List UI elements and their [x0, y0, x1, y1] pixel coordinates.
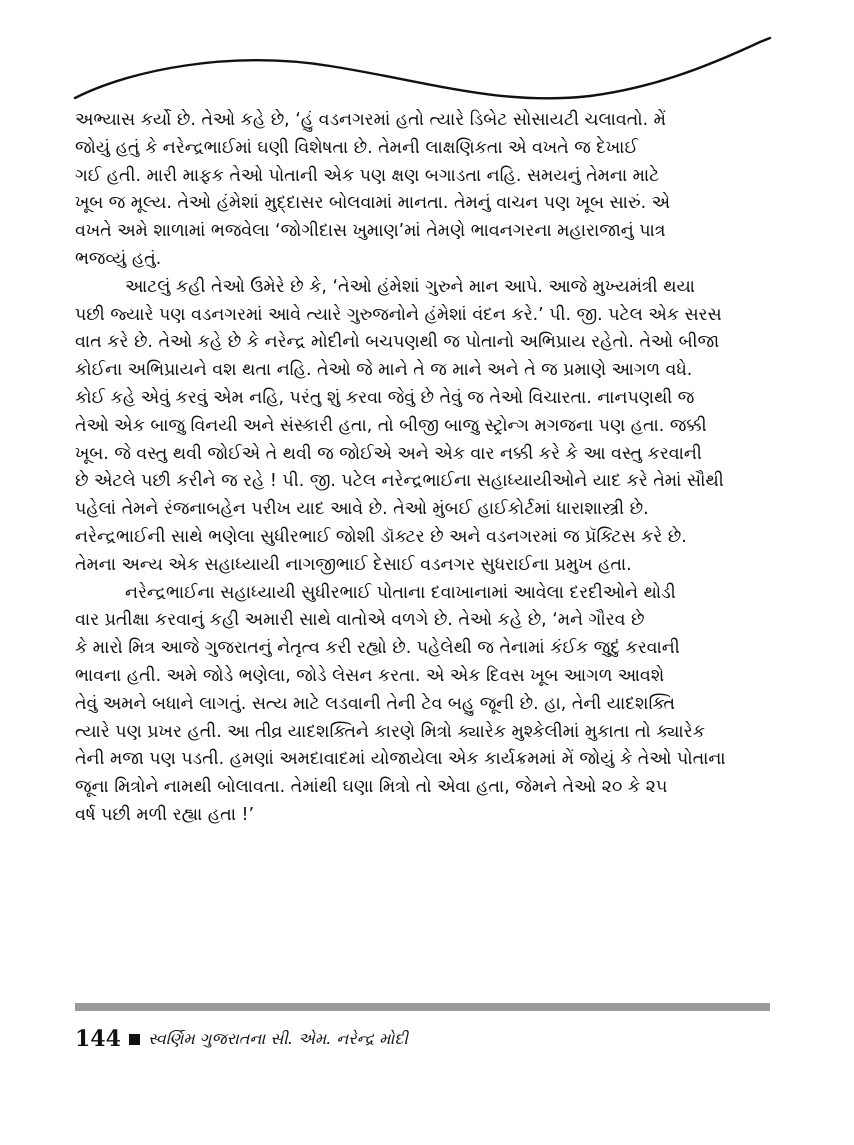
text-line: કે મારો મિત્ર આજે ગુજરાતનું નેતૃત્વ કરી રહ્યો છે. પહેલેથી જ તેનામાં કંઈક જુદું કરવાની: [75, 638, 680, 659]
text-line: ભાવના હતી. અમે જોડે ભણેલા, જોડે લેસન કરતા. એ એક દિવસ ખૂબ આગળ આવશે: [75, 665, 665, 686]
header-wave-decoration: [0, 0, 854, 120]
square-bullet-icon: [129, 1034, 140, 1045]
text-line: ખૂબ. જે વસ્તુ થવી જોઈએ તે થવી જ જોઈએ અને એક વાર નક્કી કરે કે આ વસ્તુ કરવાની: [75, 443, 702, 464]
text-line: તેની મજા પણ પડતી. હમણાં અમદાવાદમાં યોજાયેલા એક કાર્યક્રમમાં મેં જોયું કે તેઓ પોતાના: [75, 749, 726, 770]
text-line: નરેન્દ્રભાઈની સાથે ભણેલા સુધીરભાઈ જોશી ડૉક્ટર છે અને વડનગરમાં જ પ્રૅક્ટિસ કરે છે.: [75, 526, 687, 547]
text-line: કોઈના અભિપ્રાયને વશ થતા નહિ. તેઓ જે માને તે જ માને અને તે જ પ્રમાણે આગળ વધે.: [75, 360, 693, 381]
text-line: વખતે અમે શાળામાં ભજવેલા ‘જોગીદાસ ખુમાણ’માં તેમણે ભાવનગરના મહારાજાનું પાત્ર: [75, 221, 666, 242]
text-line: તેવું અમને બધાને લાગતું. સત્ય માટે લડવાની તેની ટેવ બહુ જૂની છે. હા, તેની યાદશક્તિ: [75, 693, 675, 714]
text-line: ત્યારે પણ પ્રખર હતી. આ તીવ્ર યાદશક્તિને કારણે મિત્રો ક્યારેક મુશ્કેલીમાં મુકાતા તો ક્યારેક: [75, 721, 705, 742]
text-line: જોયું હતું કે નરેન્દ્રભાઈમાં ઘણી વિશેષતા છે. તેમની લાક્ષણિકતા એ વખતે જ દેખાઈ: [75, 137, 638, 158]
page-number: 144: [75, 1026, 121, 1052]
text-line: તેમના અન્ય એક સહાધ્યાયી નાગજીભાઈ દેસાઈ વડનગર સુધરાઈના પ્રમુખ હતા.: [75, 554, 632, 575]
text-line: પછી જ્યારે પણ વડનગરમાં આવે ત્યારે ગુરુજનોને હંમેશાં વંદન કરે.’ પી. જી. પટેલ એક સરસ: [75, 304, 722, 325]
footer-rule: [75, 1003, 770, 1011]
text-line: અભ્યાસ કર્યો છે. તેઓ કહે છે, ‘હું વડનગરમાં હતો ત્યારે ડિબેટ સોસાયટી ચલાવતો. મેં: [75, 110, 666, 130]
paragraph: [75, 107, 775, 274]
text-line: પહેલાં તેમને રંજનાબહેન પરીખ યાદ આવે છે. તેઓ મુંબઈ હાઈકોર્ટમાં ધારાશાસ્ત્રી છે.: [75, 499, 649, 520]
text-line: કોઈ કહે એવું કરવું એમ નહિ, પરંતુ શું કરવા જેવું છે તેવું જ તેઓ વિચારતા. નાનપણથી જ: [75, 387, 695, 408]
text-line: નરેન્દ્રભાઈના સહાધ્યાયી સુધીરભાઈ પોતાના દવાખાનામાં આવેલા દરદીઓને થોડી: [125, 582, 676, 603]
text-line: ભજવ્યું હતું.: [75, 248, 162, 269]
text-line: વાત કરે છે. તેઓ કહે છે કે નરેન્દ્ર મોદીનો બચપણથી જ પોતાનો અભિપ્રાય રહેતો. તેઓ બીજા: [75, 332, 720, 353]
body-text: [75, 107, 775, 830]
text-line: વાર પ્રતીક્ષા કરવાનું કહી અમારી સાથે વાતોએ વળગે છે. તેઓ કહે છે, ‘મને ગૌરવ છે: [75, 610, 645, 631]
book-title: સ્વર્ણિમ ગુજરાતના સી. એમ. નરેન્દ્ર મોદી: [147, 1029, 408, 1048]
page-footer: [75, 1024, 408, 1054]
paragraph: [75, 580, 775, 830]
paragraph: [75, 274, 775, 580]
text-line: વર્ષ પછી મળી રહ્યા હતા !’: [75, 804, 254, 825]
text-line: તેઓ એક બાજુ વિનયી અને સંસ્કારી હતા, તો બીજી બાજુ સ્ટ્રોન્ગ મગજના પણ હતા. જક્કી: [75, 415, 707, 436]
text-line: ખૂબ જ મૂલ્ય. તેઓ હંમેશાં મુદ્દાસર બોલવામાં માનતા. તેમનું વાચન પણ ખૂબ સારું. એ: [75, 193, 671, 214]
text-line: ગઈ હતી. મારી માફક તેઓ પોતાની એક પણ ક્ષણ બગાડતા નહિ. સમયનું તેમના માટે: [75, 165, 660, 186]
text-line: જૂના મિત્રોને નામથી બોલાવતા. તેમાંથી ઘણા મિત્રો તો એવા હતા, જેમને તેઓ ૨૦ કે ૨૫: [75, 777, 668, 798]
text-line: છે એટલે પછી કરીને જ રહે ! પી. જી. પટેલ નરેન્દ્રભાઈના સહાધ્યાયીઓને યાદ કરે તેમાં સૌથી: [75, 471, 724, 492]
text-line: આટલું કહી તેઓ ઉમેરે છે કે, ‘તેઓ હંમેશાં ગુરુને માન આપે. આજે મુખ્યમંત્રી થયા: [125, 276, 695, 297]
